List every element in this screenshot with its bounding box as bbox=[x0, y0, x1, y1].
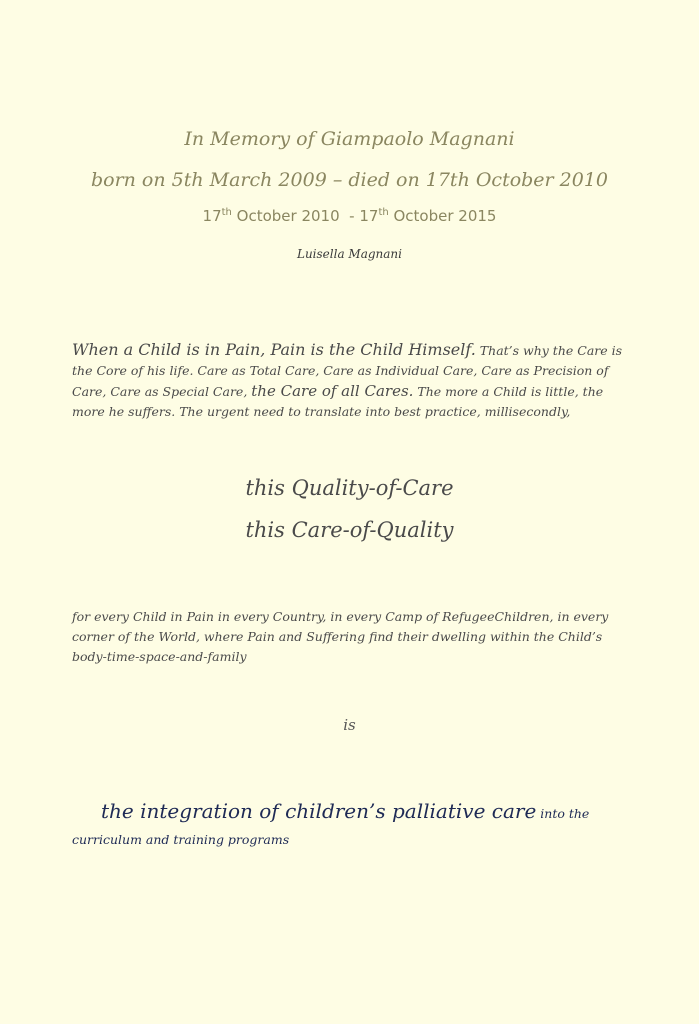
author-signature: Luisella Magnani bbox=[296, 247, 402, 261]
anniversary-suffix-2: th bbox=[378, 207, 389, 218]
intro-paragraph bbox=[72, 340, 632, 422]
anniversary-suffix-1: th bbox=[221, 207, 232, 218]
quality-of-care-line: this Quality-of-Care bbox=[245, 476, 454, 500]
intro-emphasis: the Care of all Cares. bbox=[251, 382, 414, 400]
conclusion-paragraph bbox=[72, 798, 642, 853]
intro-lead-sentence: When a Child is in Pain, Pain is the Child Himself. bbox=[72, 340, 476, 359]
anniversary-date-1: October 2010 - bbox=[231, 207, 360, 225]
care-of-quality-line: this Care-of-Quality bbox=[245, 518, 454, 542]
birth-death-line: born on 5th March 2009 – died on 17th October 2010 bbox=[90, 169, 609, 191]
anniversary-line bbox=[0, 207, 699, 225]
anniversary-day-2: 17 bbox=[359, 207, 379, 225]
every-child-paragraph: for every Child in Pain in every Country, in every Camp of RefugeeChildren, in every corner of the World, where Pain and Suffering find their dwelling within the Child’s body-time-space-and-family bbox=[72, 609, 609, 664]
anniversary-date-2: October 2015 bbox=[388, 207, 497, 225]
conclusion-highlight: the integration of children’s palliative care bbox=[101, 799, 537, 823]
anniversary-day-1: 17 bbox=[202, 207, 222, 225]
intro-text-a: That’s why the Care is the Core of his life. Care as Total Care, Care as Individual Care, Care as Precision of Care, Care as Special Care, bbox=[72, 343, 623, 399]
intro-text-b: The more a Child is little, the more he suffers. The urgent need to translate into best practice, millisecondly, bbox=[72, 384, 604, 419]
is-connector: is bbox=[343, 716, 356, 734]
memorial-title: In Memory of Giampaolo Magnani bbox=[184, 128, 515, 150]
conclusion-rest: into the curriculum and training programs bbox=[72, 806, 590, 847]
